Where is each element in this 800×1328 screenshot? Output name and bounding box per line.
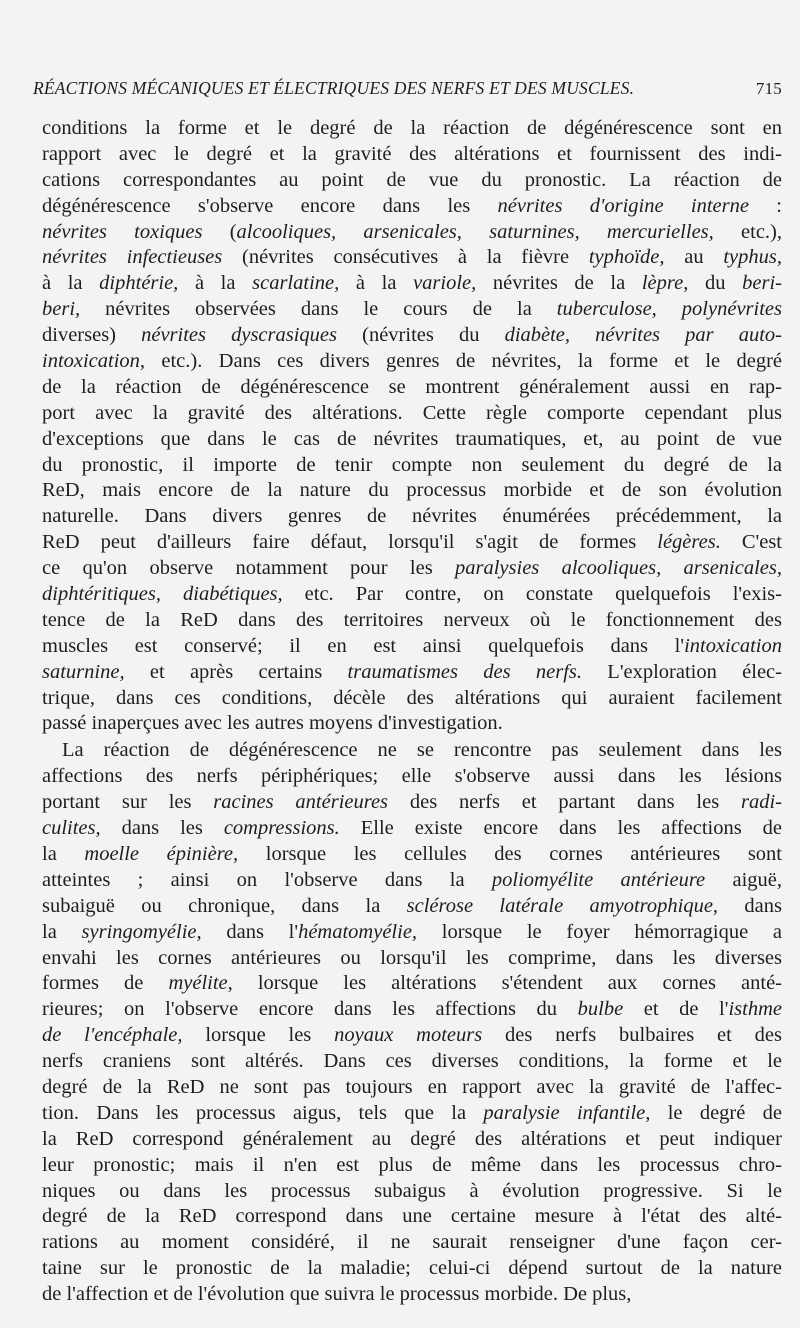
text-run: ReD peut d'ailleurs faire défaut, lorsqu'il s'agit de formes — [42, 531, 658, 554]
paragraph-1-line — [42, 375, 782, 401]
text-run: diverses) — [42, 324, 142, 347]
paragraph-2-line — [42, 1179, 782, 1205]
text-run: trique, dans ces conditions, décèle des altérations qui auraient facilement — [42, 686, 782, 709]
paragraph-2-line — [42, 1153, 782, 1179]
text-run: à la — [42, 272, 100, 295]
paragraph-1-line — [42, 401, 782, 427]
text-run: névrites observées dans le cours de la — [80, 298, 557, 321]
paragraph-1-line — [42, 711, 782, 737]
text-run: névrites de la — [476, 272, 642, 295]
italic-term: névrites infectieuses — [42, 246, 223, 269]
paragraph-1-line — [42, 168, 782, 194]
text-run: atteintes ; ainsi on l'observe dans la — [42, 868, 492, 891]
italic-term: alcooliques, arsenicales, saturnines, mercurielles, — [236, 220, 714, 243]
text-run: (névrites du — [337, 324, 505, 347]
text-run: conditions la forme et le degré de la réaction de dégénérescence sont en — [42, 117, 782, 139]
paragraph-1-line — [42, 582, 782, 608]
paragraph-1-line — [42, 634, 782, 660]
running-head-title: RÉACTIONS MÉCANIQUES ET ÉLECTRIQUES DES NERFS ET DES MUSCLES. — [33, 78, 635, 98]
italic-term: variole, — [413, 272, 477, 295]
text-run: des nerfs et partant dans les — [388, 791, 741, 814]
paragraph-1-line — [42, 116, 782, 142]
text-run: dans les — [100, 817, 224, 840]
italic-term: névrites toxiques — [42, 220, 203, 243]
text-run: muscles est conservé; il en est ainsi quelquefois dans l' — [42, 634, 685, 657]
running-head — [33, 78, 782, 99]
paragraph-2-line — [42, 1075, 782, 1101]
text-run: de la réaction de dégénérescence se montrent généralement aussi en rap- — [42, 375, 782, 398]
text-run: leur pronostic; mais il n'en est plus de même dans les processus chro- — [42, 1153, 782, 1176]
text-run: rieures; on l'observe encore dans les affections du — [42, 998, 578, 1021]
page-number: 715 — [755, 79, 782, 98]
italic-term: beri, — [42, 298, 81, 321]
italic-term: paralysie infantile, — [483, 1101, 651, 1124]
italic-term: diphtéritiques, diabétiques, — [42, 583, 283, 606]
italic-term: diabète, névrites par auto- — [504, 324, 782, 347]
text-run: : — [748, 194, 782, 217]
text-run: la — [42, 842, 85, 865]
text-run: tence de la ReD dans des territoires nerveux où le fonctionnement des — [42, 608, 782, 631]
text-run: degré de la ReD ne sont pas toujours en rapport avec la gravité de l'affec- — [42, 1075, 782, 1098]
paragraph-2-line — [42, 842, 782, 868]
text-run: C'est — [720, 531, 782, 554]
italic-term: poliomyélite antérieure — [491, 868, 706, 891]
paragraph-1-line — [42, 608, 782, 634]
paragraph-1-line — [42, 556, 782, 582]
text-run: nerfs craniens sont altérés. Dans ces diverses conditions, la forme et le — [42, 1050, 782, 1073]
paragraph-2-line — [42, 738, 782, 764]
italic-term: myélite, — [168, 972, 233, 995]
text-run: etc. Par contre, on constate quelquefois l'exis- — [282, 583, 782, 606]
italic-term: compressions. — [223, 817, 340, 840]
text-run: naturelle. Dans divers genres de névrites énumérées précédemment, la — [42, 505, 782, 528]
italic-term: intoxication — [684, 634, 782, 657]
paragraph-1-line — [42, 194, 782, 220]
text-run: au — [664, 246, 724, 269]
text-run: affections des nerfs périphériques; elle s'observe aussi dans les lésions — [42, 765, 782, 788]
paragraph-2-line — [42, 920, 782, 946]
italic-term: diphtérie, — [99, 272, 179, 295]
italic-term: tuberculose, polynévrites — [556, 298, 782, 321]
text-run: d'exceptions que dans le cas de névrites traumatiques, et, au point de vue — [42, 427, 782, 450]
paragraph-2-line — [42, 868, 782, 894]
italic-term: syringomyélie, — [81, 920, 202, 943]
text-run: du — [688, 272, 743, 295]
text-run: ReD, mais encore de la nature du processus morbide et de son évolution — [42, 479, 782, 502]
text-run: L'exploration élec- — [582, 660, 782, 683]
text-run: à la — [339, 272, 414, 295]
italic-term: hématomyélie, — [298, 920, 418, 943]
paragraph-1-line — [42, 245, 782, 271]
text-run: la — [42, 920, 82, 943]
text-run: (névrites consécutives à la fièvre — [222, 246, 589, 269]
text-run: niques ou dans les processus subaigus à évolution progressive. Si le — [42, 1179, 782, 1202]
italic-term: radi- — [740, 791, 782, 814]
italic-term: culites, — [42, 817, 101, 840]
text-run: subaiguë ou chronique, dans la — [42, 894, 407, 917]
paragraph-2-line — [42, 946, 782, 972]
paragraph-1-line — [42, 504, 782, 530]
text-run: lorsque le foyer hémorragique a — [417, 920, 783, 943]
paragraph-1-line — [42, 427, 782, 453]
text-run: de l'affection et de l'évolution que suivra le processus morbide. De plus, — [42, 1283, 632, 1306]
italic-term: bulbe — [577, 998, 624, 1021]
text-run: lorsque les — [182, 1024, 335, 1047]
text-run: lorsque les altérations s'étendent aux cornes anté- — [232, 972, 782, 995]
italic-term: légères. — [657, 531, 721, 554]
paragraph-2-line — [42, 1204, 782, 1230]
italic-term: beri- — [742, 272, 782, 295]
text-run: lorsque les cellules des cornes antérieures sont — [238, 842, 782, 865]
body-text — [42, 116, 782, 1308]
text-run: passé inaperçues avec les autres moyens d'investigation. — [42, 712, 503, 735]
paragraph-2-line — [42, 1101, 782, 1127]
text-run: du pronostic, il importe de tenir compte non seulement du degré de la — [42, 453, 782, 476]
italic-term: névrites dyscrasiques — [141, 324, 338, 347]
italic-term: de l'encéphale, — [42, 1024, 183, 1047]
paragraph-2-line — [42, 1023, 782, 1049]
text-run: degré de la ReD correspond dans une certaine mesure à l'état des alté- — [42, 1205, 782, 1228]
text-run: aiguë, — [705, 868, 782, 891]
text-run: taine sur le pronostic de la maladie; celui-ci dépend surtout de la nature — [42, 1257, 782, 1280]
paragraph-2-line — [42, 1230, 782, 1256]
text-run: la ReD correspond généralement au degré des altérations et peut indiquer — [42, 1127, 782, 1150]
text-run: ce qu'on observe notamment pour les — [42, 557, 455, 580]
paragraph-1-line — [42, 349, 782, 375]
italic-term: noyaux moteurs — [334, 1024, 483, 1047]
text-run: et après certains — [124, 660, 348, 683]
italic-term: isthme — [728, 998, 782, 1021]
text-run: dégénérescence s'observe encore dans les — [42, 194, 498, 217]
text-run: rapport avec le degré et la gravité des altérations et fournissent des indi- — [42, 142, 782, 165]
text-run: etc.). Dans ces divers genres de névrites, la forme et le degré — [145, 350, 782, 373]
text-run: envahi les cornes antérieures ou lorsqu'il les comprime, dans les diverses — [42, 946, 782, 969]
italic-term: intoxication, — [42, 350, 146, 373]
paragraph-1-line — [42, 271, 782, 297]
paragraph-1-line — [42, 453, 782, 479]
paragraph-1-line — [42, 660, 782, 686]
italic-term: racines antérieures — [213, 791, 389, 814]
paragraph-1-line — [42, 686, 782, 712]
paragraph-2-line — [42, 764, 782, 790]
paragraph-1-line — [42, 297, 782, 323]
paragraph-2-line — [42, 1282, 782, 1308]
text-run: etc.), — [713, 220, 782, 243]
text-run: formes de — [42, 972, 169, 995]
text-run: et de l' — [623, 998, 729, 1021]
italic-term: scarlatine, — [252, 272, 340, 295]
italic-term: névrites d'origine interne — [497, 194, 749, 217]
text-run: Elle existe encore dans les affections de — [339, 817, 782, 840]
paragraph-1-line — [42, 142, 782, 168]
paragraph-1-line — [42, 323, 782, 349]
text-run: portant sur les — [42, 791, 214, 814]
paragraph-2-line — [42, 894, 782, 920]
text-run: cations correspondantes au point de vue du pronostic. La réaction de — [42, 168, 782, 191]
text-run: des nerfs bulbaires et des — [482, 1024, 782, 1047]
paragraph-2-line — [42, 816, 782, 842]
text-run: port avec la gravité des altérations. Cette règle comporte cependant plus — [42, 401, 782, 424]
italic-term: sclérose latérale amyotrophique, — [406, 894, 719, 917]
paragraph-1-line — [42, 530, 782, 556]
paragraph-1-line — [42, 478, 782, 504]
italic-term: moelle épinière, — [84, 842, 239, 865]
paragraph-2-line — [42, 971, 782, 997]
paragraph-1-line — [42, 220, 782, 246]
text-run: à la — [178, 272, 253, 295]
text-run: La réaction de dégénérescence ne se rencontre pas seulement dans les — [62, 739, 782, 762]
paragraph-2-line — [42, 997, 782, 1023]
italic-term: traumatismes des nerfs. — [347, 660, 583, 683]
paragraph-2-line — [42, 1127, 782, 1153]
text-run: dans — [718, 894, 782, 917]
paragraph-2-line — [42, 790, 782, 816]
italic-term: saturnine, — [42, 660, 125, 683]
italic-term: paralysies alcooliques, arsenicales, — [455, 557, 782, 580]
italic-term: lèpre, — [641, 272, 689, 295]
paragraph-2-line — [42, 1256, 782, 1282]
text-run: le degré de — [650, 1101, 782, 1124]
text-run: tion. Dans les processus aigus, tels que la — [42, 1101, 484, 1124]
text-run: ( — [202, 220, 237, 243]
italic-term: typhoïde, — [588, 246, 665, 269]
text-run: rations au moment considéré, il ne saurait renseigner d'une façon cer- — [42, 1231, 782, 1254]
paragraph-2-line — [42, 1049, 782, 1075]
italic-term: typhus, — [723, 246, 782, 269]
text-run: dans l' — [201, 920, 299, 943]
